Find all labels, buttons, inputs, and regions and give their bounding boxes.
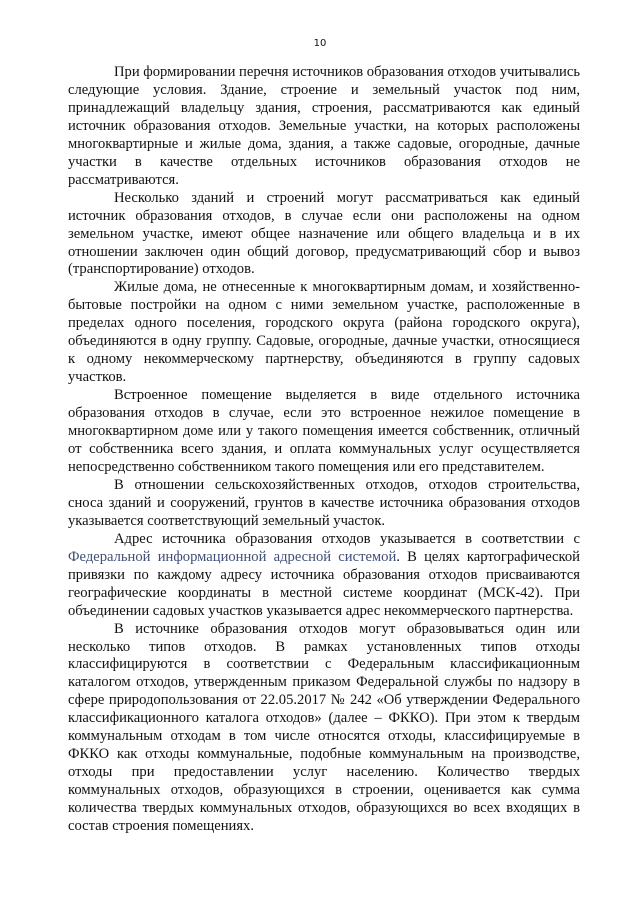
paragraph-waste-sources-conditions: При формировании перечня источников образования отходов учитывались следующие условия. Здание, строение и земельный участок под ним, принадлежащий владельцу здания, строения, рассматриваются как единый источник образования отходов. Земельные участки, на которых расположены многоквартирные и жилые дома, здания, а также садовые, огородные, дачные участки в качестве отдельных источников образования отходов не рассматриваются.: [68, 64, 580, 188]
paragraph-agricultural-waste: В отношении сельскохозяйственных отходов, отходов строительства, сноса зданий и сооружений, грунтов в качестве источника образования отходов указывается соответствующий земельный участок.: [68, 476, 580, 529]
address-text-before: Адрес источника образования отходов указывается в соответствии с: [114, 530, 580, 547]
page-number: 10: [313, 38, 327, 49]
paragraph-built-in-premises: Встроенное помещение выделяется в виде отдельного источника образования отходов в случае, если это встроенное нежилое помещение в многоквартирном доме или у такого помещения имеется собственник, отличный от собственника всего здания, и оплата коммунальных услуг осуществляется непосредственно собственником такого помещения или его представителем.: [68, 387, 580, 475]
paragraph-address-coordinates: [68, 531, 580, 621]
paragraph-waste-types-fkko: В источнике образования отходов могут образовываться один или несколько типов отходов. В рамках установленных типов отходы классифицируются в соответствии с Федеральным классификационным каталогом отходов, утвержденным приказом Федеральной службы по надзору в сфере природопользования от 22.05.2017 № 242 «Об утверждении Федерального классификационного каталога отходов» (далее – ФККО). При этом к твердым коммунальным отходам в том числе относятся отходы, классифицируемые в ФККО как отходы коммунальные, подобные коммунальным на производстве, отходы при предоставлении услуг населению. Количество твердых коммунальных отходов, образующихся в строении, оценивается как сумма количества твердых коммунальных отходов, образующихся во всех входящих в состав строения помещениях.: [68, 620, 580, 835]
paragraph-multiple-buildings: Несколько зданий и строений могут рассматриваться как единый источник образования отходов, в случае если они расположены на одном земельном участке, имеют общее назначение или общего владельца и в их отношении заключен один общий договор, предусматривающий сбор и вывоз (транспортирование) отходов.: [68, 189, 580, 278]
paragraph-residential-houses-grouping: Жилые дома, не отнесенные к многоквартирным домам, и хозяйственно-бытовые постройки на одном с ними земельном участке, расположенные в пределах одного поселения, городского округа (района городского округа), объединяются в одну группу. Садовые, огородные, дачные участки, относящиеся к одному некоммерческому партнерству, объединяются в группу садовых участков.: [68, 279, 580, 386]
document-body: [68, 64, 580, 836]
fias-link[interactable]: Федеральной информационной адресной системой: [68, 548, 397, 565]
address-text-after: . В целях картографической привязки по каждому адресу источника образования отходов присваиваются географические координаты в местной системе координат (МСК-42). При объединении садовых участков указывается адрес некоммерческого партнерства.: [68, 548, 580, 619]
